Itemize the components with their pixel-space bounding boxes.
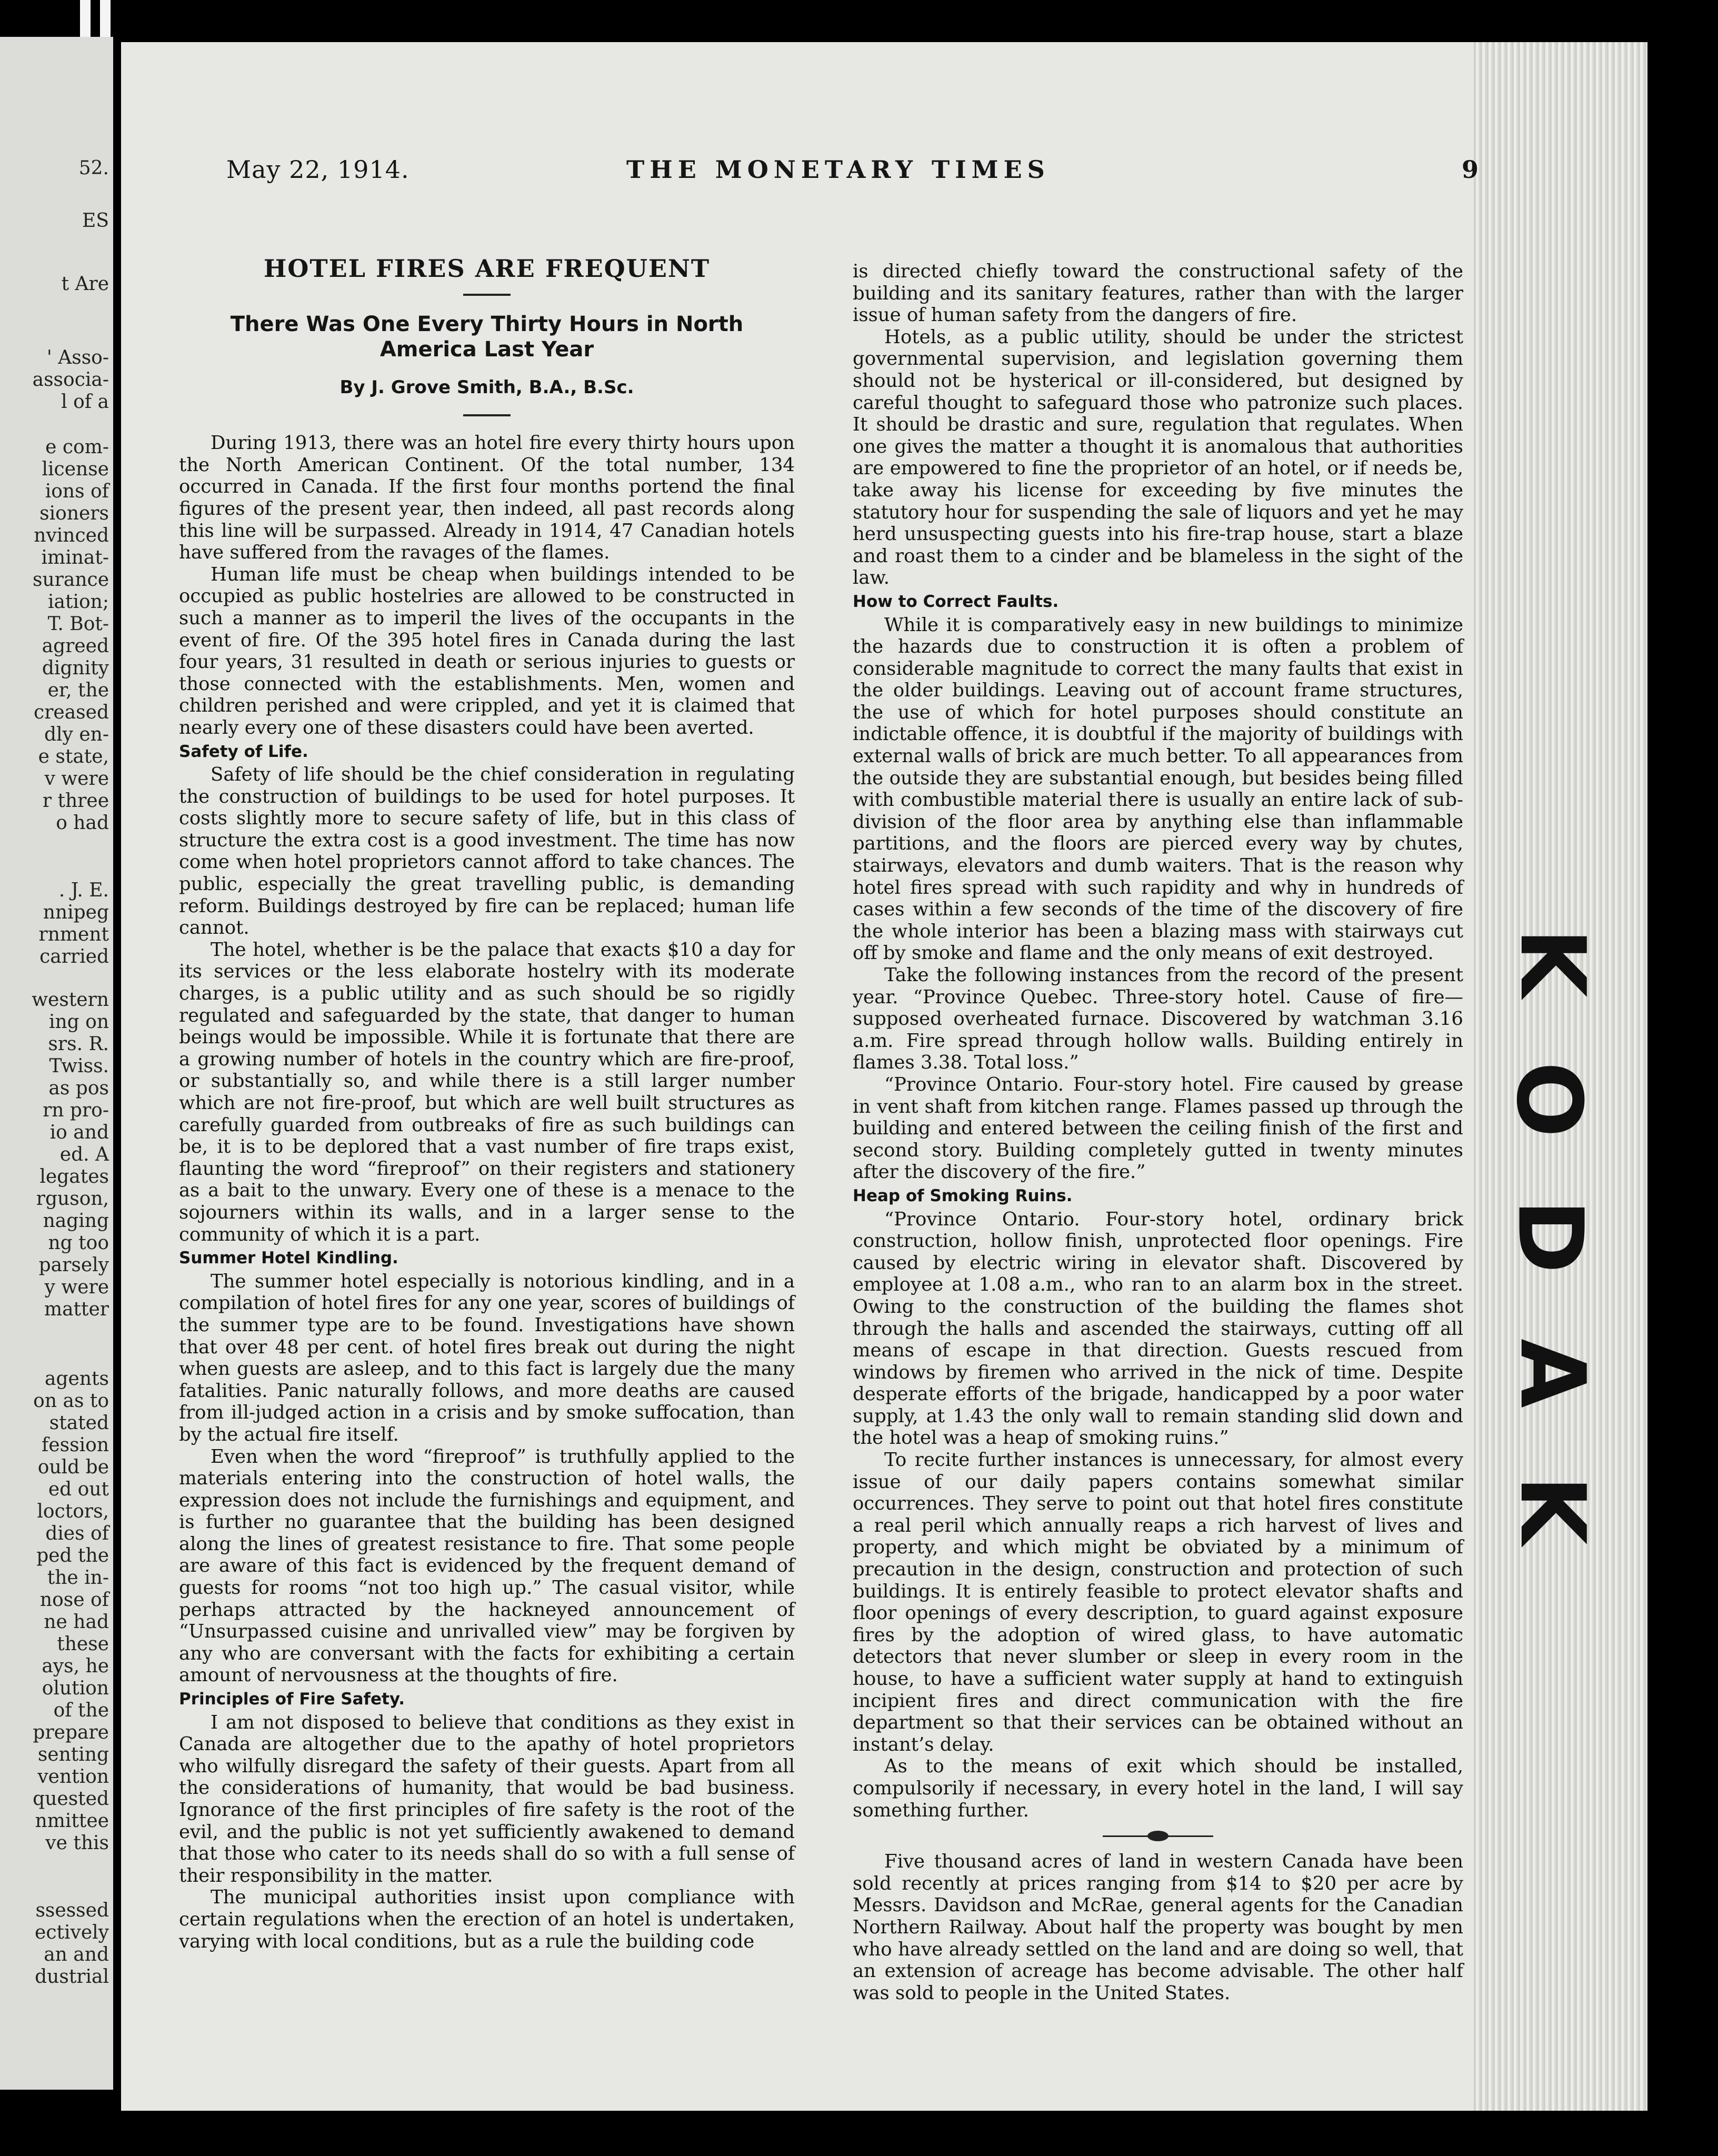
adjacent-page-text-line: T. Bot- — [47, 613, 109, 635]
page-number: 9 — [1461, 155, 1479, 184]
adjacent-page-text-line: iation; — [48, 591, 109, 613]
adjacent-page-text-line: legates — [39, 1166, 109, 1187]
adjacent-page-text-line: creased — [34, 702, 109, 723]
adjacent-page-text-line: e state, — [38, 746, 109, 767]
adjacent-page-text-line: ions of — [45, 481, 109, 502]
adjacent-page-text-line: loctors, — [37, 1501, 109, 1522]
article-subheadline: There Was One Every Thirty Hours in North America Last Year — [230, 312, 744, 362]
adjacent-page-text-line: Twiss. — [49, 1055, 109, 1077]
adjacent-page-text-line: ng too — [48, 1232, 109, 1254]
article-paragraph: During 1913, there was an hotel fire every thirty hours upon the North American Continent. Of the total number, 134 occurred in Canada. If the first four months portend the final figures of the present year, then indeed, all past records along this line will be surpassed. Already in 1914, 47 Canadian hotels have suffered from the ravages of the flames. — [179, 432, 795, 564]
section-heading: How to Correct Faults. — [853, 592, 1059, 611]
adjacent-page-text-line: rguson, — [36, 1188, 109, 1210]
section-heading: Heap of Smoking Ruins. — [853, 1186, 1073, 1205]
article-paragraph: As to the means of exit which should be installed, compulsorily if necessary, in every hotel in the land, I will say something further. — [853, 1755, 1463, 1821]
section-heading: Safety of Life. — [179, 742, 308, 761]
headline-rule — [463, 294, 511, 296]
adjacent-page-text-line: rn pro- — [43, 1100, 109, 1121]
adjacent-page-text-line: r three — [42, 790, 109, 812]
adjacent-page-text-line: nose of — [39, 1589, 109, 1611]
section-heading: Principles of Fire Safety. — [179, 1690, 405, 1709]
adjacent-page-text-line: ould be — [37, 1456, 109, 1478]
article-paragraph: To recite further instances is unnecessary, for almost every issue of our daily papers contains somewhat similar occurrences. They serve to point out that hotel fires constitute a real peril which annually reaps a rich harvest of lives and property, and which might be obviated by a minimum of precaution in the design, construction and protection of such buildings. It is entirely feasible to protect elevator shafts and floor openings of every description, to guard against exposure fires by the adoption of wired glass, to have automatic detectors that never slumber or sleep in every room in the house, to have a sufficient water supply at hand to extinguish incipient fires and direct communication with the fire department so that their services can be obtained without an instant’s delay. — [853, 1449, 1463, 1755]
article-paragraph: Human life must be cheap when buildings intended to be occupied as public hostelries are allowed to be constructed in such a manner as to imperil the lives of the occupants in the event of fire. Of the 395 hotel fires in Canada during the last four years, 31 resulted in death or serious injuries to guests or those connected with the establishments. Men, women and children perished and were crippled, and yet it is claimed that nearly every one of these disasters could have been averted. — [179, 563, 795, 738]
article-paragraph: Hotels, as a public utility, should be under the strictest governmental supervision, and legislation governing them should not be hysterical or ill-considered, but designed by careful thought to safeguard those who patronize such places. It should be drastic and sure, regulation that regulates. When one gives the matter a thought it is anomalous that authorities are empowered to fine the proprietor of an hotel, or if needs be, take away his license for exceeding by five minutes the statutory hour for suspending the sale of liquors and yet he may herd unsuspecting guests into his fire-trap house, start a blaze and roast them to a cinder and be blameless in the sight of the law. — [853, 326, 1463, 589]
adjacent-page-text-line: surance — [33, 569, 109, 591]
adjacent-page-text-line: ectively — [35, 1922, 109, 1943]
article-paragraph: “Province Ontario. Four-story hotel, ordinary brick construction, hollow finish, unprotected floor openings. Fire caused by electric wiring in elevator shaft. Discovered by employee at 1.08 a.m., who ran to an alarm box in the street. Owing to the construction of the building the flames shot through the halls and ascended the stairways, cutting off all means of escape in that direction. Guests rescued from windows by firemen who arrived in the nick of time. Despite desperate efforts of the brigade, handicapped by a poor water supply, at 1.43 the only wall to remain standing slid down and the hotel was a heap of smoking ruins.” — [853, 1208, 1463, 1449]
ornamental-divider — [1103, 1834, 1213, 1838]
adjacent-page-text-line: sioners — [39, 503, 109, 524]
film-edge-marking: A — [1500, 1339, 1605, 1408]
adjacent-page-text-line: e com- — [45, 436, 109, 458]
adjacent-page-text-line: nmittee — [35, 1810, 109, 1832]
adjacent-page-text-line: ed. A — [59, 1144, 109, 1165]
section-heading: Summer Hotel Kindling. — [179, 1249, 398, 1268]
adjacent-page-text-line: ped the — [36, 1545, 109, 1566]
adjacent-page-text-line: prepare — [33, 1722, 109, 1743]
adjacent-page-text-line: srs. R. — [48, 1033, 109, 1055]
running-header — [226, 155, 1479, 192]
adjacent-page-text-line: io and — [49, 1122, 109, 1143]
adjacent-page-text-line: as pos — [48, 1077, 109, 1099]
adjacent-page-text-line: ve this — [45, 1832, 109, 1854]
adjacent-page-text-line: v were — [44, 768, 109, 790]
adjacent-page-text-line: dustrial — [35, 1966, 109, 1988]
adjacent-page-text-line: ssessed — [35, 1900, 109, 1921]
article-paragraph: Take the following instances from the record of the present year. “Province Quebec. Three-story hotel. Cause of fire—supposed overheated furnace. Discovered by watchman 3.16 a.m. Fire spread through hollow walls. Building entirely in flames 3.38. Total loss.” — [853, 964, 1463, 1074]
article-paragraph: The hotel, whether is be the palace that exacts $10 a day for its services or the less elaborate hostelry with its moderate charges, is a public utility and as such should be so rigidly regulated and safeguarded by the state, that danger to human beings would be impossible. While it is fortunate that there are a growing number of hotels in the country which are fire-proof, or substantially so, and while there is a still larger number which are not fire-proof, but which are well built structures as carefully guarded from outbreaks of fire as such buildings can be, it is to be deplored that a vast number of fire traps exist, flaunting the word “fireproof” on their registers and stationery as a bait to the unwary. Every one of these is a menace to the sojourners within its walls, and in a larger sense to the community of which it is a part. — [179, 939, 795, 1245]
adjacent-page-text-line: agreed — [42, 635, 109, 657]
film-edge-marking: O — [1496, 1061, 1601, 1138]
adjacent-page-text-line: rnment — [38, 924, 109, 945]
adjacent-page-text-line: these — [57, 1633, 109, 1655]
article-paragraph: While it is comparatively easy in new buildings to minimize the hazards due to construction it is often a problem of considerable magnitude to correct the many faults that exist in the older buildings. Leaving out of account frame structures, the use of which for hotel purposes should constitute an indictable offence, it is doubtful if the majority of buildings with external walls of brick are much better. To all appearances from the outside they are substantial enough, but besides being filled with combustible material there is usually an entire lack of sub-division of the floor area by anything else than inflammable partitions, and the floors are pierced every way by chutes, stairways, elevators and dumb waiters. That is the reason why hotel fires spread with such rapidity and why in hundreds of cases within a few seconds of the time of the discovery of fire the whole interior has been a blazing mass with stairways cut off by smoke and flame and the only means of exit destroyed. — [853, 614, 1463, 964]
film-edge-marking: D — [1497, 1199, 1602, 1274]
adjacent-page-text-line: ES — [82, 210, 109, 232]
adjacent-page-text-line: on as to — [33, 1390, 109, 1412]
article-paragraph: Safety of life should be the chief consideration in regulating the construction of buildings to be used for hotel purposes. It costs slightly more to secure safety of life, but in this class of structure the extra cost is a good investment. The time has now come when hotel proprietors cannot afford to take chances. The public, especially the great travelling public, is demanding reform. Buildings destroyed by fire can be replaced; human life cannot. — [179, 764, 795, 939]
article-paragraph: I am not disposed to believe that conditions as they exist in Canada are altogether due to the apathy of hotel proprietors who wilfully disregard the safety of their guests. Apart from all the considerations of humanity, that would be bad business. Ignorance of the first principles of fire safety is the root of the evil, and the public is not yet sufficiently awakened to demand that those who cater to its needs shall do so with a full sense of their responsibility in the matter. — [179, 1711, 795, 1886]
adjacent-page-text-line: ing on — [48, 1011, 109, 1033]
article-paragraph: The municipal authorities insist upon compliance with certain regulations when the erection of an hotel is undertaken, varying with local conditions, but as a rule the building code — [179, 1886, 795, 1952]
adjacent-page-text-line: o had — [56, 812, 109, 834]
newspaper-page — [121, 42, 1647, 2111]
publication-title: THE MONETARY TIMES — [626, 155, 1050, 184]
adjacent-page-text-line: ' Asso- — [46, 347, 109, 368]
adjacent-page-text-line: l of a — [61, 391, 109, 413]
article-headline: HOTEL FIRES ARE FREQUENT — [263, 254, 711, 283]
adjacent-page-text-line: . J. E. — [58, 880, 109, 901]
adjacent-page-text-line: y were — [44, 1276, 109, 1298]
adjacent-page-text-line: dies of — [45, 1523, 109, 1544]
film-edge-marking: K — [1500, 928, 1605, 997]
adjacent-page-text-line: er, the — [47, 680, 109, 701]
adjacent-page-text-line: ed out — [48, 1479, 109, 1500]
adjacent-page-text-line: nnipeg — [43, 902, 109, 923]
adjacent-page-text-line: iminat- — [41, 547, 109, 568]
article-byline: By J. Grove Smith, B.A., B.Sc. — [339, 376, 634, 398]
article-paragraph: Even when the word “fireproof” is truthfully applied to the materials entering into the construction of hotel walls, the expression does not include the furnishings and equipment, and is further no guarantee that the building has been designed along the lines of greatest resistance to fire. That some people are aware of this fact is evidenced by the frequent demand of guests for rooms “not too high up.” The casual visitor, while perhaps attracted by the hackneyed announcement of “Unsurpassed cuisine and unrivalled view” may be forgiven by any who are conversant with the facts for exhibiting a certain amount of nervousness at the thoughts of fire. — [179, 1445, 795, 1686]
byline-rule — [463, 414, 511, 416]
adjacent-page-text-line: quested — [33, 1788, 109, 1810]
adjacent-page-text-line: naging — [43, 1210, 109, 1232]
adjacent-page-text-line: an and — [44, 1944, 109, 1965]
adjacent-page-fragment — [0, 37, 113, 2090]
adjacent-page-text-line: carried — [39, 946, 109, 967]
article-paragraph: The summer hotel especially is notorious kindling, and in a compilation of hotel fires for any one year, scores of buildings of the summer type are to be found. Investigations have shown that over 48 per cent. of hotel fires break out during the night when guests are asleep, and to this fact is largely due the many fatalities. Panic naturally follows, and more deaths are caused from ill-judged action in a crisis and by smoke suffocation, than by the actual fire itself. — [179, 1270, 795, 1445]
adjacent-page-text-line: agents — [45, 1368, 109, 1390]
adjacent-page-text-line: 52. — [78, 157, 109, 179]
adjacent-page-text-line: olution — [42, 1678, 109, 1699]
adjacent-page-text-line: associa- — [32, 369, 109, 391]
adjacent-page-text-line: the in- — [47, 1567, 109, 1589]
adjacent-page-text-line: license — [42, 458, 109, 480]
page-stack-edge — [1474, 42, 1647, 2111]
article-paragraph: “Province Ontario. Four-story hotel. Fire caused by grease in vent shaft from kitchen range. Flames passed up through the building and entered between the ceiling finish of the first and second story. Building completely gutted in twenty minutes after the discovery of the fire.” — [853, 1073, 1463, 1183]
continued-paragraph: is directed chiefly toward the constructional safety of the building and its sanitary features, rather than with the larger issue of human safety from the dangers of fire. — [853, 261, 1463, 326]
adjacent-page-text-line: dignity — [42, 657, 109, 679]
adjacent-page-text-line: senting — [37, 1744, 109, 1765]
adjacent-page-text-line: nvinced — [34, 525, 109, 546]
adjacent-page-text-line: vention — [37, 1766, 109, 1788]
adjacent-page-text-line: ne had — [44, 1611, 109, 1633]
issue-date: May 22, 1914. — [226, 155, 409, 184]
adjacent-page-text-line: ays, he — [42, 1655, 109, 1677]
brief-news-item: Five thousand acres of land in western Canada have been sold recently at prices ranging from $14 to $20 per acre by Messrs. Davidson and McRae, general agents for the Canadian Northern Railway. About half the property was bought by men who have already settled on the land and are doing so well, that an extension of acreage has become advisable. The other half was sold to people in the United States. — [853, 1851, 1463, 2004]
adjacent-page-text-line: fession — [42, 1434, 109, 1456]
article-column-left — [179, 254, 795, 1952]
film-edge-marking: K — [1500, 1475, 1605, 1545]
adjacent-page-text-line: stated — [49, 1412, 109, 1434]
article-column-right — [853, 261, 1463, 2004]
adjacent-page-text-line: western — [32, 989, 109, 1011]
adjacent-page-text-line: matter — [44, 1299, 109, 1320]
adjacent-page-text-line: of the — [53, 1700, 109, 1721]
adjacent-page-text-line: parsely — [38, 1254, 109, 1276]
adjacent-page-text-line: t Are — [61, 273, 109, 295]
adjacent-page-text-line: dly en- — [44, 724, 109, 745]
